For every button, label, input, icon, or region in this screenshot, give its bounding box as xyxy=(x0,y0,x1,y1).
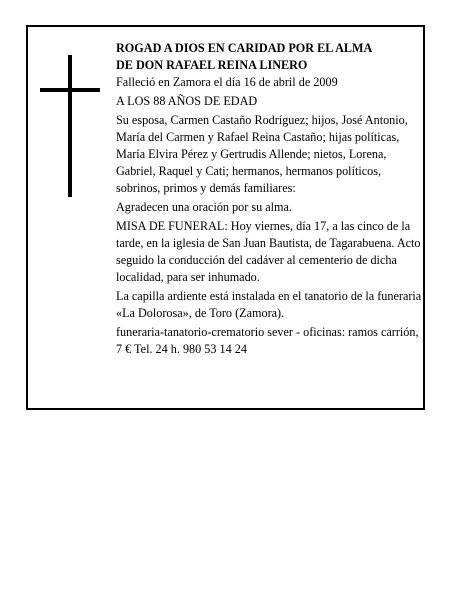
obituary-notice xyxy=(26,25,425,410)
cross-horizontal-bar xyxy=(40,88,100,92)
cross-icon xyxy=(40,55,100,197)
notice-heading-line-2: DE DON RAFAEL REINA LINERO xyxy=(116,58,308,72)
funeral-home-info: funeraria-tanatorio-crematorio sever - oficinas: ramos carrión, 7 € Tel. 24 h. 980 53 14 24 xyxy=(116,325,419,356)
chapel-info: La capilla ardiente está instalada en el tanatorio de la funeraria «La Dolorosa», de Toro (Zamora). xyxy=(116,289,422,320)
family-members: Su esposa, Carmen Castaño Rodríguez; hijos, José Antonio, María del Carmen y Rafael Reina Castaño; hijas políticas, María Elvira Pérez y Gertrudis Allende; nietos, Lorena, Gabriel, Raquel y Cati; hermanos, hermanos políticos, sobrinos, primos y demás familiares: xyxy=(116,113,408,195)
notice-heading-line-1: ROGAD A DIOS EN CARIDAD POR EL ALMA xyxy=(116,41,373,55)
thanks-line: Agradecen una oración por su alma. xyxy=(116,200,292,214)
age-at-death: A LOS 88 AÑOS DE EDAD xyxy=(116,94,258,108)
funeral-mass-info: MISA DE FUNERAL: Hoy viernes, día 17, a las cinco de la tarde, en la iglesia de San Juan Bautista, de Tagarabuena. Acto seguido la conducción del cadáver al cementerio de dicha localidad, para ser inhumado. xyxy=(116,219,421,284)
cross-vertical-bar xyxy=(68,55,72,197)
notice-text xyxy=(116,40,422,360)
death-info: Falleció en Zamora el día 16 de abril de 2009 xyxy=(116,75,338,89)
